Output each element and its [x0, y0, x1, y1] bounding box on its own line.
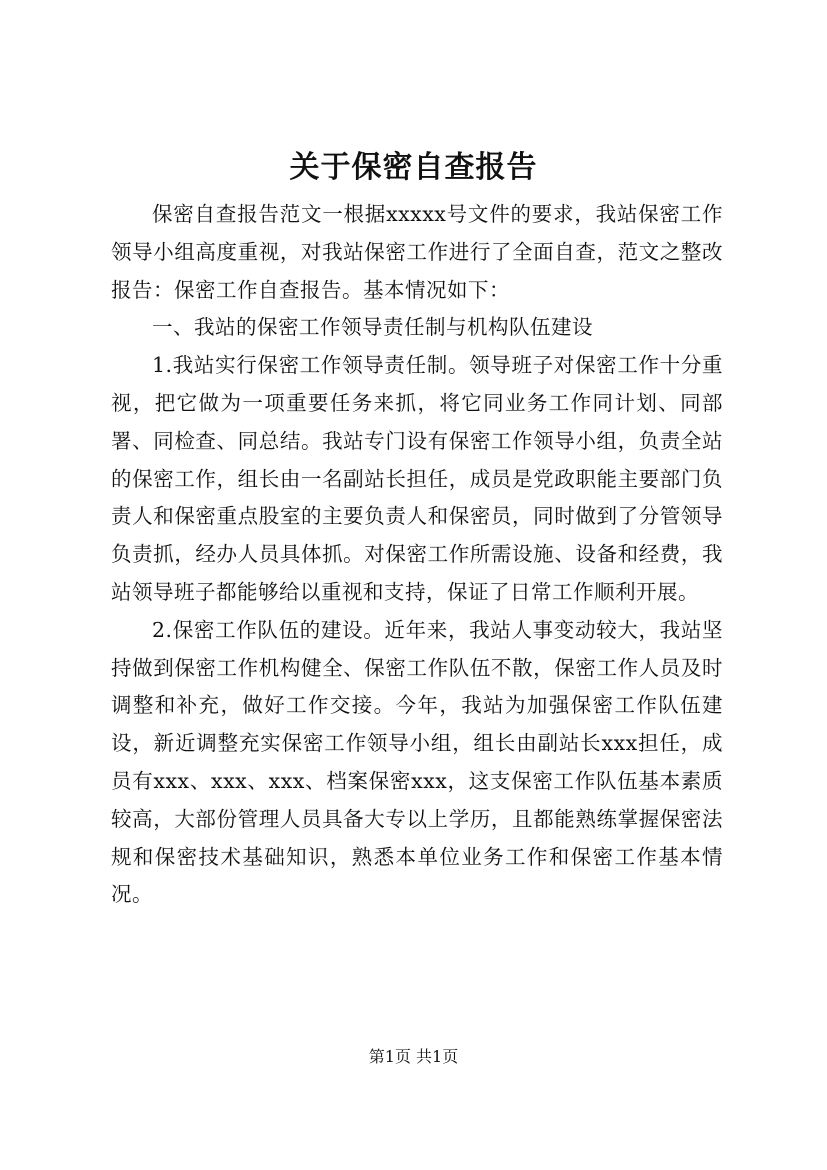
page-footer: 第1页 共1页: [368, 1047, 459, 1066]
paragraph-item-2: 2.保密工作队伍的建设。近年来，我站人事变动较大，我站坚持做到保密工作机构健全、保密工作队伍不散，保密工作人员及时调整和补充，做好工作交接。今年，我站为加强保密工作队伍建设，新近调整充实保密工作领导小组，组长由副站长xxx担任，成员有xxx、xxx、xxx、档案保密xxx，这支保密工作队伍基本素质较高，大部份管理人员具备大专以上学历，且都能熟练掌握保密法规和保密技术基础知识，熟悉本单位业务工作和保密工作基本情况。: [111, 617, 723, 907]
document-title: 关于保密自查报告: [289, 150, 538, 185]
paragraph-intro: 保密自查报告范文一根据xxxxx号文件的要求，我站保密工作领导小组高度重视，对我站保密工作进行了全面自查，范文之整改报告：保密工作自查报告。基本情况如下：: [111, 202, 723, 302]
section-heading: 一、我站的保密工作领导责任制与机构队伍建设: [152, 315, 593, 340]
document-body: [111, 196, 723, 914]
paragraph-item-1: 1.我站实行保密工作领导责任制。领导班子对保密工作十分重视，把它做为一项重要任务来抓，将它同业务工作同计划、同部署、同检查、同总结。我站专门设有保密工作领导小组，负责全站的保密工作，组长由一名副站长担任，成员是党政职能主要部门负责人和保密重点股室的主要负责人和保密员，同时做到了分管领导负责抓，经办人员具体抓。对保密工作所需设施、设备和经费，我站领导班子都能够给以重视和支持，保证了日常工作顺利开展。: [111, 353, 723, 604]
